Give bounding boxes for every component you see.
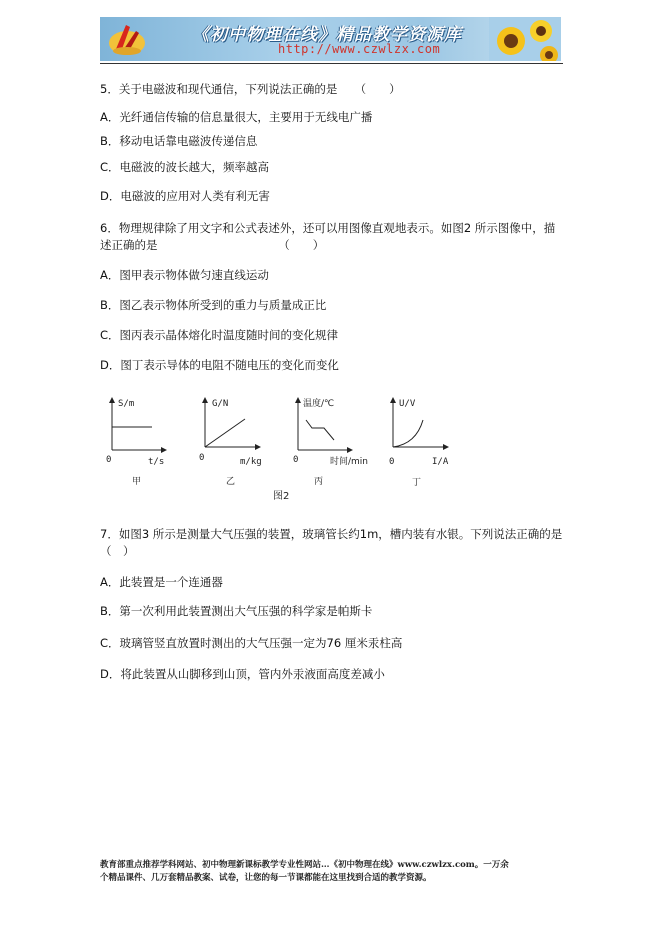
footer-note <box>100 859 566 885</box>
graph-ding-origin: 0 <box>389 457 395 467</box>
figure-2 <box>100 392 560 504</box>
graph-bing-name: 丙 <box>314 477 324 487</box>
q5-option-a: A．光纤通信传输的信息量很大，主要用于无线电广播 <box>100 110 373 124</box>
footer-line-2: 个精品课件、几万套精品教案、试卷，让您的每一节课都能在这里找到合适的教学资源。 <box>100 873 432 883</box>
graph-jia-xlabel: t/s <box>148 457 165 467</box>
graph-ding-ylabel: U/V <box>399 399 416 409</box>
q5-option-b: B．移动电话靠电磁波传递信息 <box>100 134 258 148</box>
graph-yi-ylabel: G/N <box>212 399 229 409</box>
graph-jia-origin: 0 <box>106 455 112 465</box>
header-banner <box>100 17 561 61</box>
graph-jia-name: 甲 <box>132 477 142 487</box>
q7-option-a: A．此装置是一个连通器 <box>100 575 223 589</box>
q7-option-d: D．将此装置从山脚移到山顶，管内外汞液面高度差减小 <box>100 667 385 681</box>
banner-url[interactable]: http://www.czwlzx.com <box>278 42 441 56</box>
site-logo-icon <box>106 19 148 59</box>
sunflower-icon <box>489 17 561 61</box>
graph-yi-name: 乙 <box>226 477 236 487</box>
graph-ding-name: 丁 <box>412 478 422 488</box>
q6-option-c: C．图丙表示晶体熔化时温度随时间的变化规律 <box>100 328 339 342</box>
q6-option-b: B．图乙表示物体所受到的重力与质量成正比 <box>100 298 327 312</box>
q6-stem-line2: 述正确的是 （ ） <box>100 238 325 252</box>
graph-bing <box>293 397 368 487</box>
graph-yi-xlabel: m/kg <box>240 457 262 467</box>
graph-yi-line <box>205 419 245 447</box>
graph-bing-ylabel: 温度/℃ <box>303 399 335 409</box>
q5-option-d: D．电磁波的应用对人类有利无害 <box>100 189 270 203</box>
graph-bing-line <box>306 420 334 440</box>
graph-ding-xlabel: I/A <box>432 457 449 467</box>
graph-ding <box>389 398 449 488</box>
figure-2-caption: 图2 <box>273 491 290 502</box>
q7-stem-line2: （ ） <box>100 544 135 558</box>
q5-option-c: C．电磁波的波长越大，频率越高 <box>100 160 270 174</box>
graph-jia-ylabel: S/m <box>118 399 135 409</box>
q7-option-c: C．玻璃管竖直放置时测出的大气压强一定为76 厘米汞柱高 <box>100 636 403 650</box>
q5-stem: 5．关于电磁波和现代通信，下列说法正确的是 （ ） <box>100 82 401 96</box>
footer-line-1: 教育部重点推荐学科网站、初中物理新课标教学专业性网站…《初中物理在线》www.czwlzx.com。一万余 <box>100 860 509 870</box>
graph-bing-origin: 0 <box>293 455 299 465</box>
graph-ding-line <box>393 420 423 447</box>
q7-stem-line1: 7．如图3 所示是测量大气压强的装置，玻璃管长约1m，槽内装有水银。下列说法正确的是 <box>100 527 563 541</box>
graph-yi-origin: 0 <box>199 453 205 463</box>
q7-option-b: B．第一次利用此装置测出大气压强的科学家是帕斯卡 <box>100 604 373 618</box>
banner-title: 《初中物理在线》精品教学资源库 <box>192 25 462 45</box>
graph-yi <box>199 398 262 487</box>
q6-option-a: A．图甲表示物体做匀速直线运动 <box>100 268 269 282</box>
q6-stem-line1: 6．物理规律除了用文字和公式表述外，还可以用图像直观地表示。如图2 所示图像中，描 <box>100 221 556 235</box>
header-divider <box>100 63 563 64</box>
graph-jia <box>106 398 166 487</box>
graph-bing-xlabel: 时间/min <box>330 457 369 467</box>
q6-option-d: D．图丁表示导体的电阻不随电压的变化而变化 <box>100 358 339 372</box>
